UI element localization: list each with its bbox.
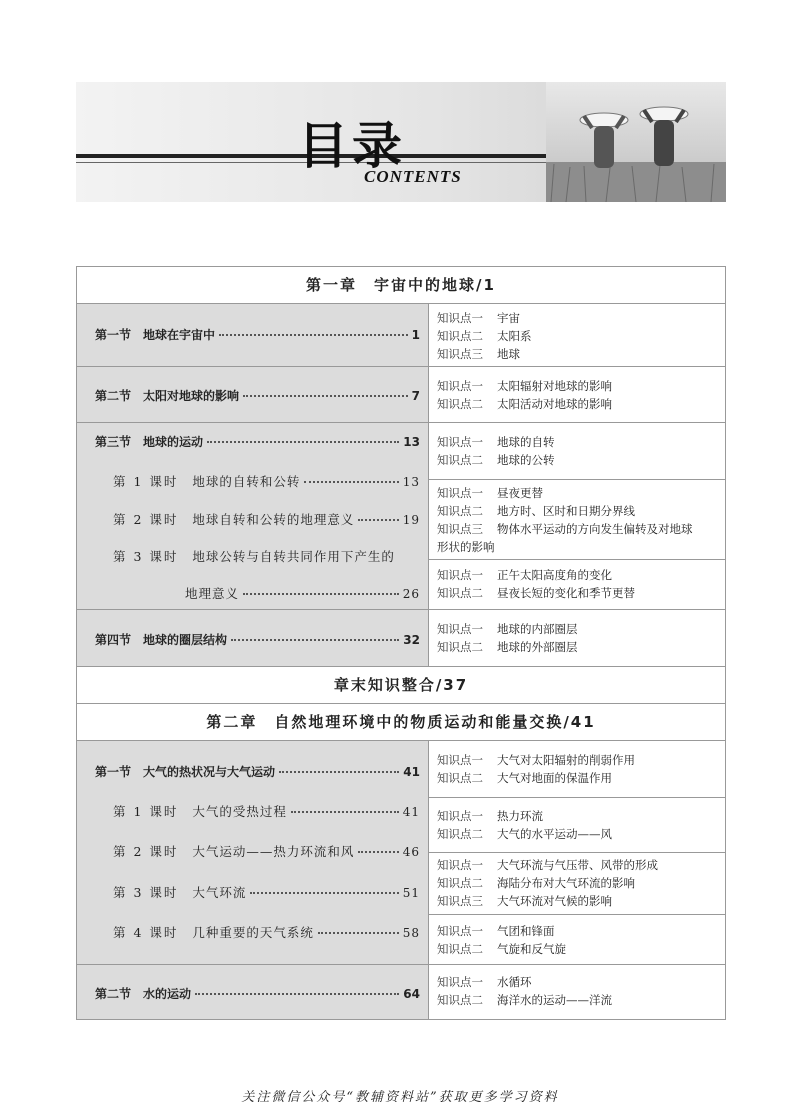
knowledge-box (429, 423, 725, 480)
knowledge-item: 知识点一 大气对太阳辐射的削弱作用 (437, 753, 635, 767)
leader-dots (279, 771, 399, 773)
lesson-title: 地球公转与自转共同作用下产生的 (192, 549, 395, 564)
lesson-entry[interactable] (113, 510, 420, 528)
leader-dots (207, 441, 399, 443)
page-number: 19 (402, 513, 420, 527)
knowledge-item: 知识点一 正午太阳高度角的变化 (437, 568, 612, 582)
toc-section (77, 741, 429, 965)
knowledge-item: 知识点二 海陆分布对大气环流的影响 (437, 876, 635, 890)
toc-section (77, 423, 429, 610)
lesson-entry[interactable] (113, 842, 420, 860)
knowledge-box (429, 367, 725, 423)
knowledge-item: 知识点一 昼夜更替 (437, 486, 543, 500)
lesson-entry[interactable] (113, 923, 420, 941)
lesson-title: 大气的受热过程 (192, 804, 287, 819)
page-number: 51 (402, 886, 420, 900)
knowledge-item: 知识点二 大气对地面的保温作用 (437, 771, 612, 785)
leader-dots (304, 481, 398, 483)
knowledge-item: 知识点一 大气环流与气压带、风带的形成 (437, 858, 658, 872)
knowledge-item-continued: 形状的影响 (437, 540, 495, 554)
toc-entry[interactable] (95, 631, 420, 648)
knowledge-box (429, 915, 725, 965)
section-label: 第一节 地球在宇宙中 (95, 328, 216, 342)
knowledge-item: 知识点一 宇宙 (437, 311, 520, 325)
toc-entry[interactable] (95, 985, 420, 1002)
lesson-number: 第 1 课时 (113, 474, 179, 489)
page-number: 41 (402, 805, 420, 819)
lesson-entry[interactable] (113, 472, 420, 490)
knowledge-box (429, 798, 725, 853)
knowledge-item: 知识点二 大气的水平运动——风 (437, 827, 612, 841)
page-number: 58 (402, 926, 420, 940)
lesson-number: 第 1 课时 (113, 804, 179, 819)
section-label: 第二节 太阳对地球的影响 (95, 389, 240, 403)
page-number: 46 (402, 845, 420, 859)
toc-section (77, 610, 429, 667)
knowledge-item: 知识点三 地球 (437, 347, 520, 361)
page-number: 32 (403, 633, 420, 647)
page-number: 7 (411, 389, 420, 403)
knowledge-box (429, 610, 725, 667)
page-number: 1 (411, 328, 420, 342)
toc-entry[interactable] (95, 326, 420, 343)
lesson-entry-continued[interactable] (185, 584, 420, 602)
lesson-title: 大气运动——热力环流和风 (192, 844, 355, 859)
toc-entry[interactable] (95, 433, 420, 450)
toc-section (77, 367, 429, 423)
lesson-entry[interactable] (113, 883, 420, 901)
knowledge-box (429, 560, 725, 610)
lesson-number: 第 4 课时 (113, 925, 179, 940)
lesson-entry[interactable] (113, 802, 420, 820)
knowledge-box (429, 741, 725, 798)
leader-dots (358, 851, 398, 853)
toc-entry[interactable] (95, 763, 420, 780)
leader-dots (358, 519, 398, 521)
chapter-summary[interactable]: 章末知识整合/37 (77, 667, 725, 704)
header-banner (76, 82, 726, 202)
lesson-title: 几种重要的天气系统 (192, 925, 314, 940)
section-label: 第二节 水的运动 (95, 987, 192, 1001)
knowledge-box (429, 480, 725, 560)
leader-dots (231, 639, 399, 641)
toc-section (77, 965, 429, 1019)
section-label: 第一节 大气的热状况与大气运动 (95, 765, 276, 779)
knowledge-item: 知识点一 水循环 (437, 975, 532, 989)
knowledge-item: 知识点一 地球的自转 (437, 435, 555, 449)
lesson-entry[interactable] (113, 547, 420, 565)
leader-dots (243, 593, 399, 595)
knowledge-item: 知识点一 热力环流 (437, 809, 543, 823)
leader-dots (250, 892, 398, 894)
toc-table (76, 266, 726, 1020)
chapter-heading[interactable]: 第二章 自然地理环境中的物质运动和能量交换/41 (77, 704, 725, 741)
lesson-number: 第 2 课时 (113, 844, 179, 859)
lesson-title: 地理意义 (185, 586, 240, 601)
page-subtitle: CONTENTS (364, 167, 462, 186)
page-number: 64 (403, 987, 420, 1001)
knowledge-box (429, 304, 725, 367)
knowledge-item: 知识点三 物体水平运动的方向发生偏转及对地球 (437, 522, 693, 536)
knowledge-item: 知识点二 地球的外部圈层 (437, 640, 578, 654)
leader-dots (219, 334, 408, 336)
lesson-number: 第 3 课时 (113, 885, 179, 900)
lesson-title: 地球自转和公转的地理意义 (192, 512, 355, 527)
lesson-title: 地球的自转和公转 (192, 474, 301, 489)
chapter-heading[interactable]: 第一章 宇宙中的地球/1 (77, 267, 725, 304)
leader-dots (291, 811, 399, 813)
knowledge-item: 知识点二 太阳活动对地球的影响 (437, 397, 612, 411)
page-number: 13 (403, 435, 420, 449)
leader-dots (195, 993, 399, 995)
footer-note: 关注微信公众号“教辅资料站”获取更多学习资料 (241, 1090, 559, 1105)
knowledge-item: 知识点一 气团和锋面 (437, 924, 555, 938)
toc-section (77, 304, 429, 367)
leader-dots (243, 395, 408, 397)
page-number: 26 (402, 587, 420, 601)
knowledge-box (429, 853, 725, 915)
knowledge-item: 知识点二 气旋和反气旋 (437, 942, 566, 956)
page-number: 13 (402, 475, 420, 489)
knowledge-item: 知识点一 地球的内部圈层 (437, 622, 578, 636)
banner-photo (546, 82, 726, 202)
knowledge-item: 知识点二 太阳系 (437, 329, 532, 343)
lesson-title: 大气环流 (192, 885, 247, 900)
knowledge-box (429, 965, 725, 1019)
leader-dots (318, 932, 399, 934)
toc-entry[interactable] (95, 387, 420, 404)
knowledge-item: 知识点二 地方时、区时和日期分界线 (437, 504, 635, 518)
knowledge-item: 知识点二 昼夜长短的变化和季节更替 (437, 586, 635, 600)
knowledge-item: 知识点二 地球的公转 (437, 453, 555, 467)
page-title: 目录 (298, 117, 406, 175)
section-label: 第四节 地球的圈层结构 (95, 633, 228, 647)
page-number: 41 (403, 765, 420, 779)
lesson-number: 第 3 课时 (113, 549, 179, 564)
knowledge-item: 知识点一 太阳辐射对地球的影响 (437, 379, 612, 393)
section-label: 第三节 地球的运动 (95, 435, 204, 449)
lesson-number: 第 2 课时 (113, 512, 179, 527)
knowledge-item: 知识点三 大气环流对气候的影响 (437, 894, 612, 908)
knowledge-item: 知识点二 海洋水的运动——洋流 (437, 993, 612, 1007)
